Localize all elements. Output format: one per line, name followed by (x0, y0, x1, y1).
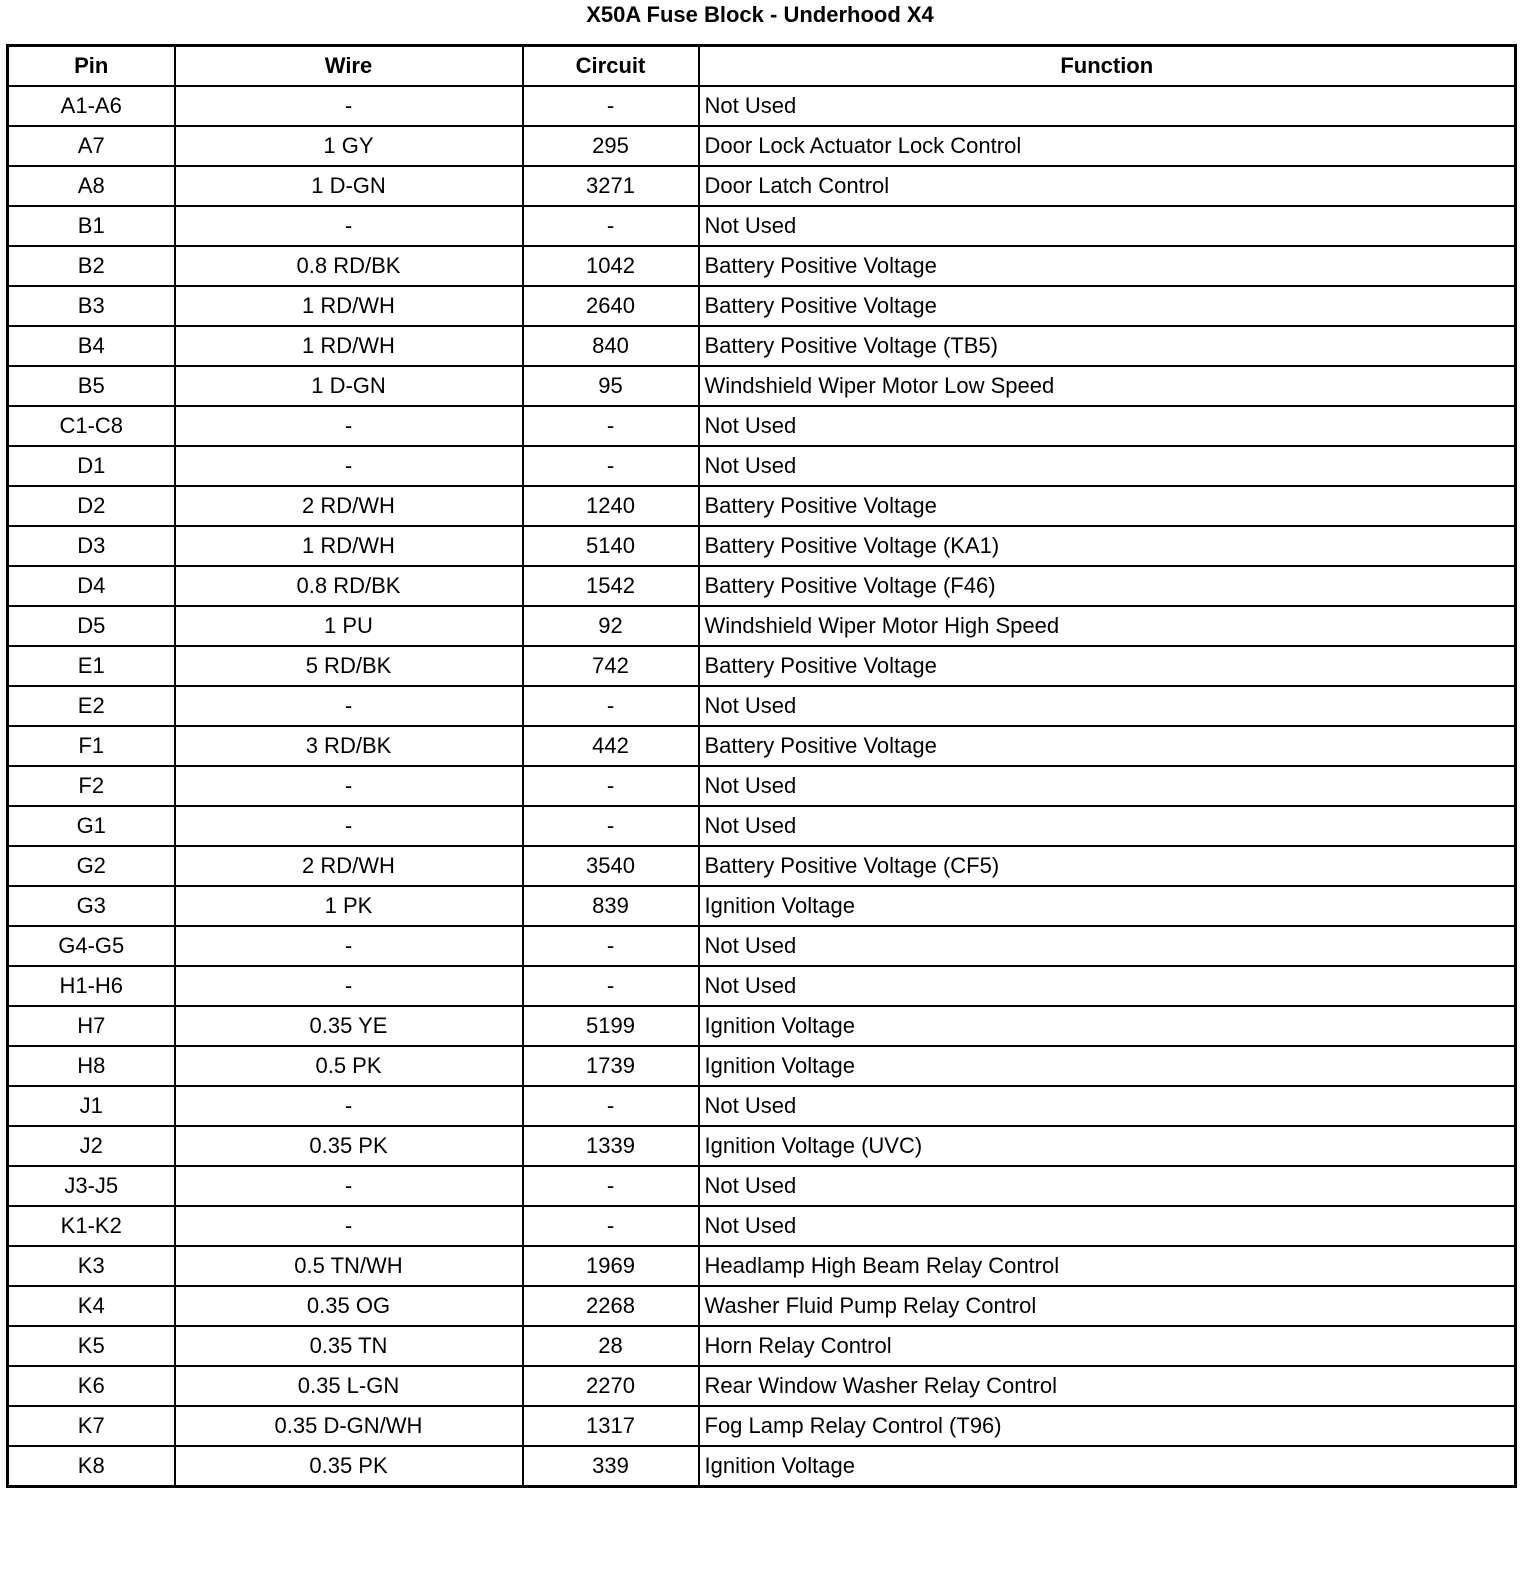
wire-cell: - (175, 686, 523, 726)
circuit-cell: - (523, 406, 699, 446)
table-row (8, 446, 1516, 486)
table-row (8, 1286, 1516, 1326)
table-row (8, 126, 1516, 166)
function-cell: Not Used (699, 446, 1516, 486)
pin-cell: K1-K2 (8, 1206, 175, 1246)
circuit-cell: - (523, 686, 699, 726)
pin-cell: K5 (8, 1326, 175, 1366)
wire-cell: 3 RD/BK (175, 726, 523, 766)
wire-cell: 1 PK (175, 886, 523, 926)
circuit-cell: - (523, 926, 699, 966)
pin-cell: D4 (8, 566, 175, 606)
table-row (8, 1366, 1516, 1406)
circuit-cell: 839 (523, 886, 699, 926)
table-row (8, 766, 1516, 806)
function-cell: Not Used (699, 966, 1516, 1006)
function-cell: Not Used (699, 206, 1516, 246)
circuit-cell: - (523, 966, 699, 1006)
circuit-cell: 5199 (523, 1006, 699, 1046)
function-cell: Ignition Voltage (699, 886, 1516, 926)
function-cell: Ignition Voltage (699, 1046, 1516, 1086)
circuit-cell: - (523, 1206, 699, 1246)
pin-cell: J2 (8, 1126, 175, 1166)
pin-cell: F1 (8, 726, 175, 766)
function-cell: Not Used (699, 766, 1516, 806)
wire-cell: 0.35 TN (175, 1326, 523, 1366)
table-row (8, 406, 1516, 446)
wire-cell: 0.35 L-GN (175, 1366, 523, 1406)
wire-cell: 1 RD/WH (175, 526, 523, 566)
table-row (8, 1046, 1516, 1086)
table-row (8, 326, 1516, 366)
wire-cell: 0.35 D-GN/WH (175, 1406, 523, 1446)
table-row (8, 286, 1516, 326)
table-row (8, 1246, 1516, 1286)
circuit-cell: 442 (523, 726, 699, 766)
function-cell: Rear Window Washer Relay Control (699, 1366, 1516, 1406)
pin-cell: E1 (8, 646, 175, 686)
wire-cell: 2 RD/WH (175, 846, 523, 886)
wire-cell: 0.35 PK (175, 1126, 523, 1166)
circuit-cell: 1739 (523, 1046, 699, 1086)
function-cell: Battery Positive Voltage (699, 246, 1516, 286)
function-cell: Battery Positive Voltage (KA1) (699, 526, 1516, 566)
circuit-cell: 2268 (523, 1286, 699, 1326)
circuit-cell: - (523, 446, 699, 486)
table-row (8, 1166, 1516, 1206)
wire-cell: 2 RD/WH (175, 486, 523, 526)
circuit-cell: - (523, 766, 699, 806)
table-row (8, 1446, 1516, 1487)
pin-cell: B1 (8, 206, 175, 246)
function-cell: Not Used (699, 86, 1516, 126)
table-row (8, 646, 1516, 686)
table-row (8, 86, 1516, 126)
wire-cell: 1 RD/WH (175, 326, 523, 366)
wire-cell: - (175, 206, 523, 246)
function-cell: Horn Relay Control (699, 1326, 1516, 1366)
table-row (8, 246, 1516, 286)
wire-cell: - (175, 1206, 523, 1246)
function-cell: Not Used (699, 1086, 1516, 1126)
header-row (8, 46, 1516, 87)
pin-cell: K4 (8, 1286, 175, 1326)
circuit-cell: 1542 (523, 566, 699, 606)
table-row (8, 686, 1516, 726)
circuit-cell: 840 (523, 326, 699, 366)
function-cell: Not Used (699, 926, 1516, 966)
function-cell: Battery Positive Voltage (F46) (699, 566, 1516, 606)
table-row (8, 166, 1516, 206)
pin-cell: B3 (8, 286, 175, 326)
pin-cell: K3 (8, 1246, 175, 1286)
function-cell: Door Lock Actuator Lock Control (699, 126, 1516, 166)
pin-cell: A7 (8, 126, 175, 166)
column-header-wire: Wire (175, 46, 523, 87)
wire-cell: 0.8 RD/BK (175, 246, 523, 286)
function-cell: Ignition Voltage (699, 1446, 1516, 1487)
pin-cell: H7 (8, 1006, 175, 1046)
wire-cell: 1 RD/WH (175, 286, 523, 326)
pin-cell: B2 (8, 246, 175, 286)
table-row (8, 926, 1516, 966)
function-cell: Not Used (699, 406, 1516, 446)
pin-cell: D5 (8, 606, 175, 646)
wire-cell: - (175, 766, 523, 806)
function-cell: Battery Positive Voltage (TB5) (699, 326, 1516, 366)
pin-cell: J3-J5 (8, 1166, 175, 1206)
wire-cell: - (175, 446, 523, 486)
pin-cell: H1-H6 (8, 966, 175, 1006)
circuit-cell: - (523, 86, 699, 126)
table-row (8, 206, 1516, 246)
pinout-table (6, 44, 1517, 1488)
pin-cell: J1 (8, 1086, 175, 1126)
circuit-cell: 1969 (523, 1246, 699, 1286)
function-cell: Door Latch Control (699, 166, 1516, 206)
pin-cell: K6 (8, 1366, 175, 1406)
wire-cell: 1 D-GN (175, 366, 523, 406)
function-cell: Battery Positive Voltage (CF5) (699, 846, 1516, 886)
function-cell: Windshield Wiper Motor High Speed (699, 606, 1516, 646)
wire-cell: 5 RD/BK (175, 646, 523, 686)
table-row (8, 486, 1516, 526)
function-cell: Washer Fluid Pump Relay Control (699, 1286, 1516, 1326)
table-row (8, 1326, 1516, 1366)
table-row (8, 606, 1516, 646)
circuit-cell: 2270 (523, 1366, 699, 1406)
table-row (8, 966, 1516, 1006)
wire-cell: 1 D-GN (175, 166, 523, 206)
wire-cell: 0.35 PK (175, 1446, 523, 1487)
column-header-circuit: Circuit (523, 46, 699, 87)
table-row (8, 1406, 1516, 1446)
table-row (8, 1206, 1516, 1246)
circuit-cell: 1339 (523, 1126, 699, 1166)
table-row (8, 846, 1516, 886)
pin-cell: C1-C8 (8, 406, 175, 446)
circuit-cell: 339 (523, 1446, 699, 1487)
table-row (8, 806, 1516, 846)
wire-cell: - (175, 806, 523, 846)
circuit-cell: 1240 (523, 486, 699, 526)
circuit-cell: 1042 (523, 246, 699, 286)
function-cell: Not Used (699, 806, 1516, 846)
function-cell: Fog Lamp Relay Control (T96) (699, 1406, 1516, 1446)
column-header-function: Function (699, 46, 1516, 87)
pin-cell: G4-G5 (8, 926, 175, 966)
wire-cell: - (175, 406, 523, 446)
function-cell: Battery Positive Voltage (699, 486, 1516, 526)
circuit-cell: 3540 (523, 846, 699, 886)
pin-cell: K8 (8, 1446, 175, 1487)
wire-cell: 0.8 RD/BK (175, 566, 523, 606)
wire-cell: 1 GY (175, 126, 523, 166)
table-body (8, 86, 1516, 1487)
table-row (8, 726, 1516, 766)
function-cell: Not Used (699, 686, 1516, 726)
pin-cell: D1 (8, 446, 175, 486)
table-row (8, 1126, 1516, 1166)
document-title: X50A Fuse Block - Underhood X4 (586, 2, 934, 27)
circuit-cell: 1317 (523, 1406, 699, 1446)
wire-cell: - (175, 966, 523, 1006)
function-cell: Not Used (699, 1206, 1516, 1246)
circuit-cell: - (523, 1086, 699, 1126)
circuit-cell: - (523, 806, 699, 846)
circuit-cell: 92 (523, 606, 699, 646)
wire-cell: 0.35 YE (175, 1006, 523, 1046)
circuit-cell: 28 (523, 1326, 699, 1366)
table-row (8, 526, 1516, 566)
function-cell: Ignition Voltage (699, 1006, 1516, 1046)
pin-cell: D2 (8, 486, 175, 526)
function-cell: Windshield Wiper Motor Low Speed (699, 366, 1516, 406)
circuit-cell: 295 (523, 126, 699, 166)
column-header-pin: Pin (8, 46, 175, 87)
pin-cell: G3 (8, 886, 175, 926)
circuit-cell: 5140 (523, 526, 699, 566)
pin-cell: K7 (8, 1406, 175, 1446)
circuit-cell: - (523, 1166, 699, 1206)
pin-cell: H8 (8, 1046, 175, 1086)
function-cell: Not Used (699, 1166, 1516, 1206)
circuit-cell: 742 (523, 646, 699, 686)
wire-cell: 0.35 OG (175, 1286, 523, 1326)
wire-cell: 0.5 TN/WH (175, 1246, 523, 1286)
table-row (8, 1086, 1516, 1126)
table-row (8, 886, 1516, 926)
table-row (8, 1006, 1516, 1046)
pin-cell: E2 (8, 686, 175, 726)
wire-cell: 1 PU (175, 606, 523, 646)
pin-cell: F2 (8, 766, 175, 806)
pin-cell: B4 (8, 326, 175, 366)
function-cell: Ignition Voltage (UVC) (699, 1126, 1516, 1166)
wire-cell: 0.5 PK (175, 1046, 523, 1086)
wire-cell: - (175, 1166, 523, 1206)
pin-cell: A1-A6 (8, 86, 175, 126)
function-cell: Battery Positive Voltage (699, 646, 1516, 686)
function-cell: Battery Positive Voltage (699, 286, 1516, 326)
circuit-cell: 95 (523, 366, 699, 406)
circuit-cell: - (523, 206, 699, 246)
pin-cell: G1 (8, 806, 175, 846)
pin-cell: G2 (8, 846, 175, 886)
circuit-cell: 2640 (523, 286, 699, 326)
table-row (8, 566, 1516, 606)
function-cell: Headlamp High Beam Relay Control (699, 1246, 1516, 1286)
pin-cell: A8 (8, 166, 175, 206)
table-row (8, 366, 1516, 406)
pin-cell: B5 (8, 366, 175, 406)
wire-cell: - (175, 1086, 523, 1126)
pin-cell: D3 (8, 526, 175, 566)
wire-cell: - (175, 926, 523, 966)
function-cell: Battery Positive Voltage (699, 726, 1516, 766)
circuit-cell: 3271 (523, 166, 699, 206)
wire-cell: - (175, 86, 523, 126)
